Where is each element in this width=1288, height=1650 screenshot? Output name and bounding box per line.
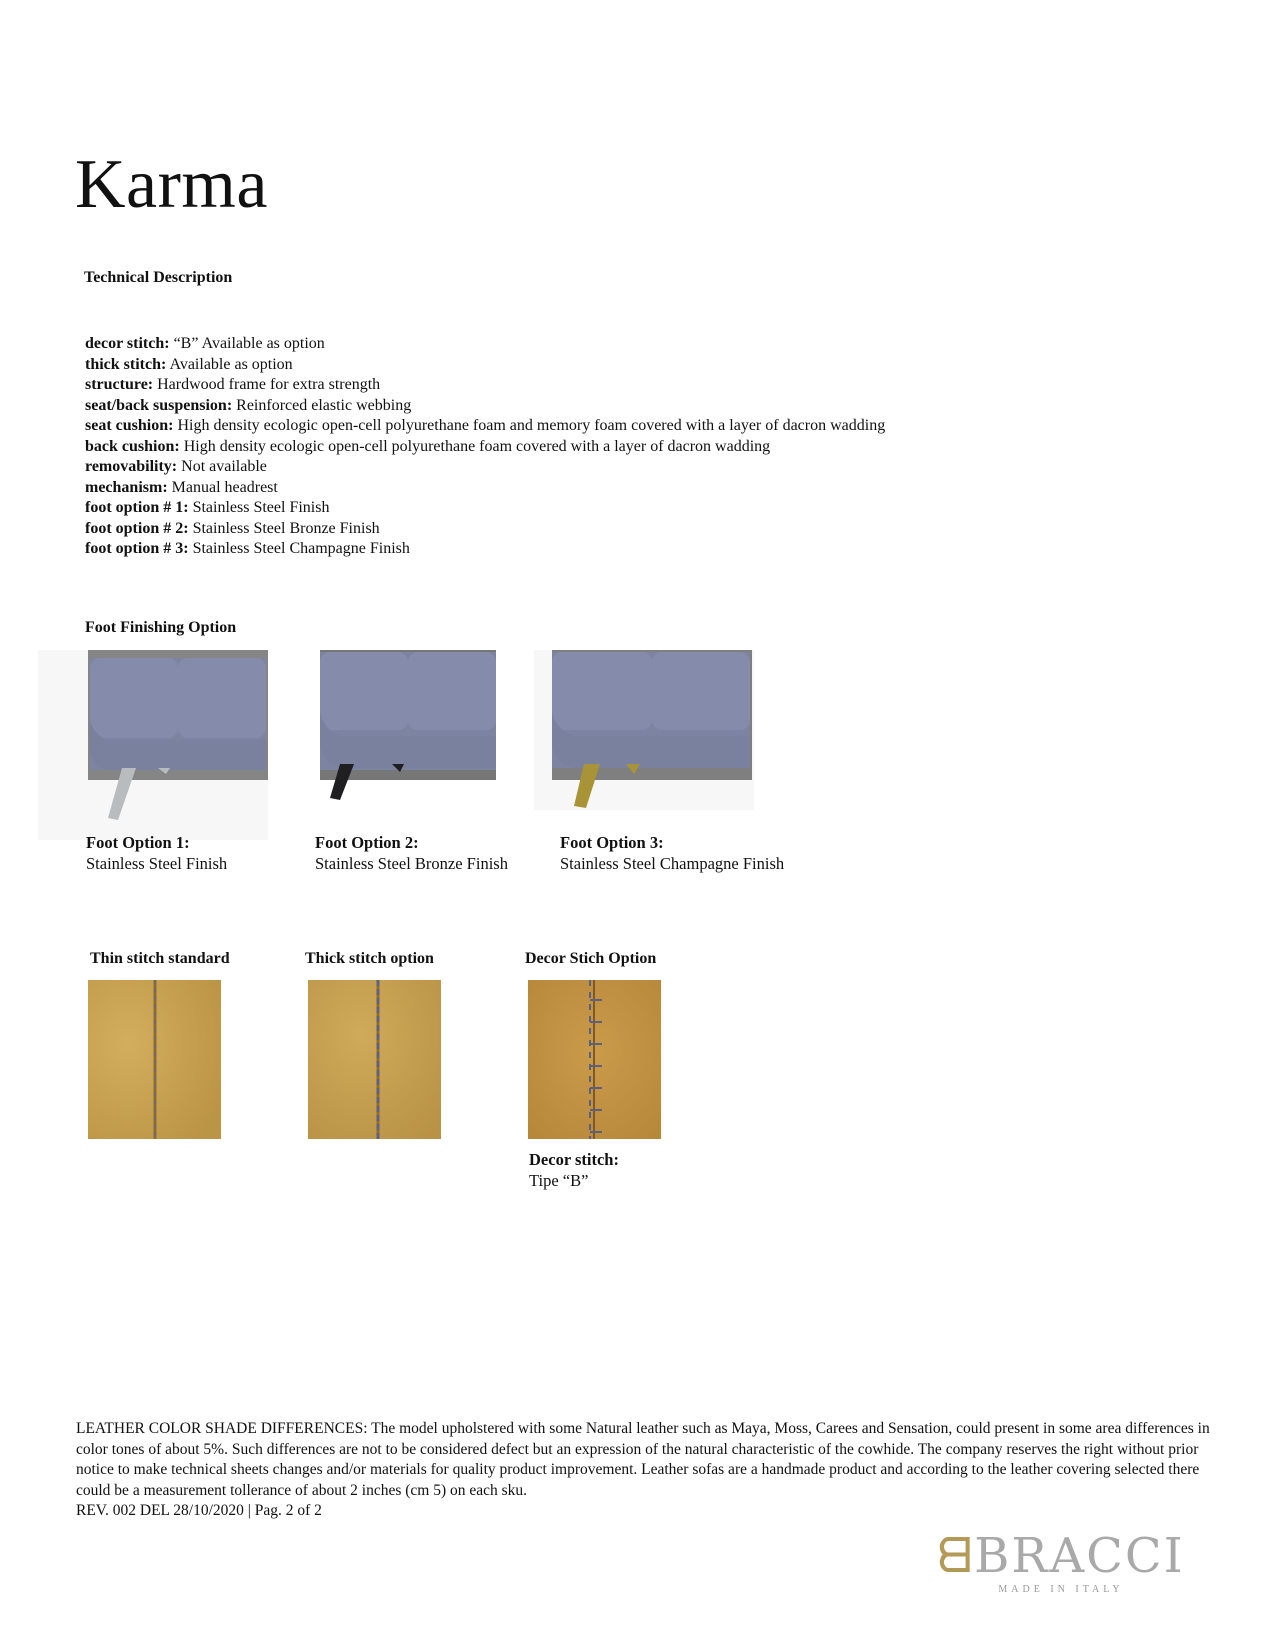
decor-stitch-image: [528, 980, 661, 1139]
foot-option-desc: Stainless Steel Bronze Finish: [315, 853, 508, 873]
foot-option-title: Foot Option 3:: [560, 833, 664, 852]
leather-notice: [76, 1419, 1216, 1522]
logo-tagline: MADE IN ITALY: [998, 1584, 1124, 1595]
bracci-logo: [928, 1528, 1194, 1595]
spec-row: [85, 396, 885, 417]
foot-option-3-image: [534, 650, 754, 810]
spec-label: foot option # 2:: [85, 519, 189, 537]
foot-option-2-image: [318, 650, 498, 800]
spec-row: [85, 334, 885, 355]
spec-value: Reinforced elastic webbing: [236, 396, 412, 414]
spec-label: mechanism:: [85, 478, 168, 496]
spec-value: Available as option: [169, 355, 293, 373]
technical-spec-list: [85, 334, 885, 560]
spec-value: High density ecologic open-cell polyurethane foam covered with a layer of dacron wadding: [183, 437, 771, 455]
spec-row: [85, 498, 885, 519]
foot-option-3-caption: [560, 833, 784, 874]
spec-value: Hardwood frame for extra strength: [157, 376, 381, 393]
revision-line: REV. 002 DEL 28/10/2020 | Pag. 2 of 2: [76, 1502, 322, 1519]
spec-value: Stainless Steel Finish: [192, 499, 330, 516]
spec-label: removability:: [85, 458, 178, 475]
spec-label: thick stitch:: [85, 355, 167, 373]
foot-option-desc: Stainless Steel Finish: [86, 853, 228, 873]
spec-label: foot option # 1:: [85, 499, 189, 516]
logo-monogram: ᗺ: [937, 1528, 975, 1584]
spec-label: seat cushion:: [85, 417, 174, 434]
decor-stitch-value: Tipe “B”: [529, 1170, 589, 1190]
technical-description-heading: Technical Description: [84, 269, 233, 286]
spec-label: seat/back suspension:: [85, 396, 233, 414]
spec-label: decor stitch:: [85, 335, 170, 352]
stitch-heading-decor: Decor Stich Option: [525, 950, 657, 967]
notice-text: LEATHER COLOR SHADE DIFFERENCES: The model upholstered with some Natural leather such as Maya, Moss, Carees and Sensation, could present in some area differences in color tones of about 5%. Such differences are not to be considered defect but an expression of the natural characteristic of the cowhide. The company reserves the right without prior notice to make technical sheets changes and/or materials for quality product improvement. Leather sofas are a handmade product and according to the leather covering selected there could be a measurement tollerance of about 2 inches (cm 5) on each sku.: [76, 1420, 1210, 1499]
stitch-heading-thin: Thin stitch standard: [90, 950, 230, 967]
foot-option-2-caption: [315, 833, 508, 874]
decor-stitch-title: Decor stitch:: [529, 1150, 619, 1169]
foot-option-desc: Stainless Steel Champagne Finish: [560, 853, 785, 873]
stitch-heading-thick: Thick stitch option: [305, 950, 434, 967]
foot-option-title: Foot Option 1:: [86, 833, 190, 852]
spec-value: Stainless Steel Champagne Finish: [192, 540, 410, 557]
spec-label: structure:: [85, 376, 154, 393]
logo-text: BRACCI: [974, 1528, 1185, 1584]
foot-option-1-caption: [86, 833, 227, 874]
spec-row: [85, 519, 885, 540]
spec-value: Stainless Steel Bronze Finish: [192, 519, 380, 537]
spec-label: foot option # 3:: [85, 540, 189, 557]
foot-finishing-heading: Foot Finishing Option: [85, 619, 237, 636]
spec-row: [85, 416, 885, 437]
logo-wordmark: [928, 1528, 1194, 1584]
spec-row: [85, 539, 885, 560]
thin-stitch-image: [88, 980, 221, 1139]
spec-row: [85, 478, 885, 499]
spec-row: [85, 457, 885, 478]
thick-stitch-image: [308, 980, 441, 1139]
page-title: Karma: [75, 146, 268, 223]
spec-row: [85, 437, 885, 458]
spec-row: [85, 355, 885, 376]
spec-row: [85, 375, 885, 396]
decor-stitch-caption: [529, 1150, 619, 1191]
spec-value: Not available: [181, 458, 267, 475]
foot-option-1-image: [38, 650, 268, 840]
foot-option-title: Foot Option 2:: [315, 833, 419, 852]
spec-value: “B” Available as option: [173, 335, 325, 352]
spec-value: Manual headrest: [171, 478, 278, 496]
spec-value: High density ecologic open-cell polyurethane foam and memory foam covered with a layer of dacron wadding: [177, 417, 886, 434]
spec-label: back cushion:: [85, 437, 180, 455]
